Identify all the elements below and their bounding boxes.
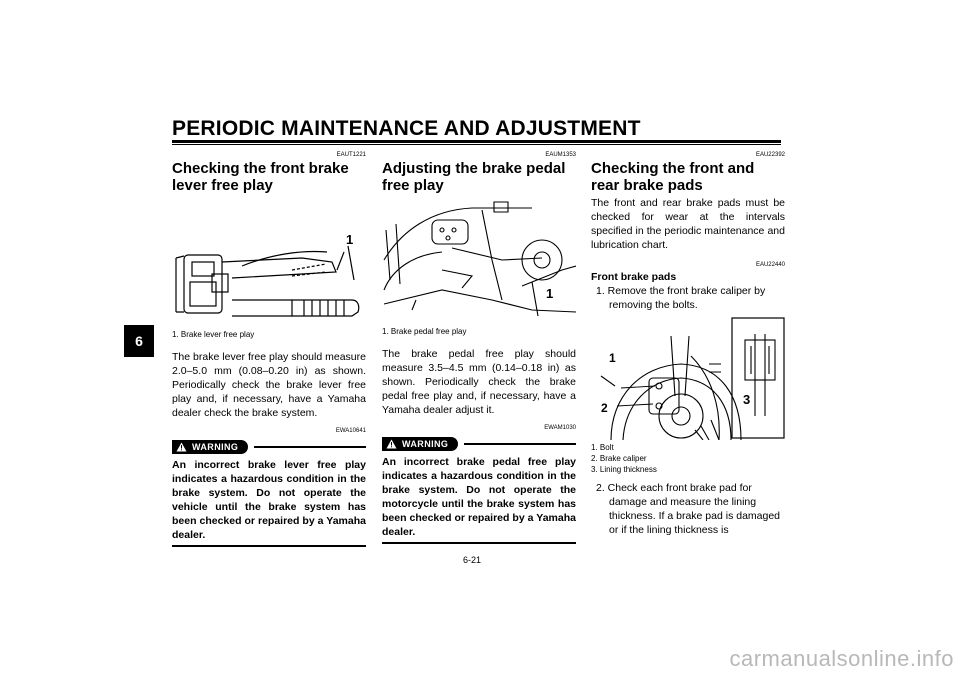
page-header-title: PERIODIC MAINTENANCE AND ADJUSTMENT	[172, 117, 641, 140]
watermark: carmanualsonline.info	[729, 646, 954, 671]
section-body: The brake lever free play should measure 2.0–5.0 mm (0.08–0.20 in) as shown. Periodically check the brake lever free play and, if necessary, have a Yamaha dealer check the brake system.	[172, 351, 366, 419]
warning-text: An incorrect brake pedal free play indicates a hazardous condition in the brake system. Do not operate the motorcycle until the brake system has been checked or repaired by a Yamaha dealer.	[382, 456, 576, 538]
warning-triangle-icon	[176, 442, 187, 452]
figure-caption: 3. Lining thickness	[591, 465, 657, 474]
column-front-brake-lever	[172, 150, 366, 547]
warning-label: WARNING	[402, 439, 449, 449]
figure-caption: 1. Brake pedal free play	[382, 327, 467, 336]
header-rule	[172, 140, 781, 143]
column-brake-pedal	[382, 150, 576, 544]
figure-callout: 3	[743, 392, 751, 407]
subsection-code: EAU22440	[755, 262, 785, 268]
subsection-heading: Front brake pads	[591, 271, 677, 283]
figure-caption: 1. Bolt	[591, 443, 614, 452]
section-heading: Checking the front and rear brake pads	[591, 160, 755, 194]
page-number: 6-21	[463, 555, 482, 565]
warning-end-rule	[172, 545, 366, 547]
warning-text: An incorrect brake lever free play indicates a hazardous condition in the brake system. Do not operate the vehicle until the brake system has been checked or repaired by a Yamaha dealer.	[172, 459, 366, 541]
section-body: The brake pedal free play should measure 3.5–4.5 mm (0.14–0.18 in) as shown. Periodically check the brake pedal free play and, if necessary, have a Yamaha dealer adjust it.	[382, 348, 576, 416]
section-intro: The front and rear brake pads must be checked for wear at the intervals specified in the periodic maintenance and lubrication chart.	[591, 197, 785, 251]
warning-badge	[382, 437, 458, 451]
column-brake-pads	[591, 150, 785, 537]
warning-banner	[382, 437, 576, 451]
warning-label: WARNING	[192, 442, 239, 452]
warning-triangle-icon	[386, 439, 397, 449]
figure-caption: 2. Brake caliper	[591, 454, 647, 463]
step-item: 2. Check each front brake pad for damage and measure the lining thickness. If a brake pad is damaged or if the lining thickness is	[596, 482, 781, 536]
figure-callout: 1	[346, 232, 354, 247]
warning-end-rule	[382, 542, 576, 544]
section-code: EAU22392	[755, 152, 785, 158]
figure-caption: 1. Brake lever free play	[172, 330, 255, 339]
steps-list-2	[591, 481, 785, 537]
figure-callout: 1	[546, 286, 554, 301]
step-item: 1. Remove the front brake caliper by removing the bolts.	[596, 285, 766, 311]
section-code: EAUT1221	[336, 152, 366, 158]
warning-banner	[172, 440, 366, 454]
figure-callout: 2	[601, 401, 608, 415]
figure-callout: 1	[609, 351, 616, 365]
warning-code: EWAM1030	[544, 425, 576, 431]
brake-lever-figure	[172, 200, 366, 325]
warning-badge	[172, 440, 248, 454]
header-rule-thin	[172, 144, 781, 145]
brake-caliper-figure	[591, 316, 785, 440]
warning-code: EWA10641	[335, 428, 366, 434]
section-heading: Checking the front brake lever free play	[172, 160, 349, 194]
brake-pedal-figure	[382, 200, 576, 322]
steps-list-1	[591, 284, 785, 312]
chapter-tab: 6	[124, 325, 154, 357]
section-code: EAUM1353	[545, 152, 576, 158]
section-heading: Adjusting the brake pedal free play	[382, 160, 566, 194]
